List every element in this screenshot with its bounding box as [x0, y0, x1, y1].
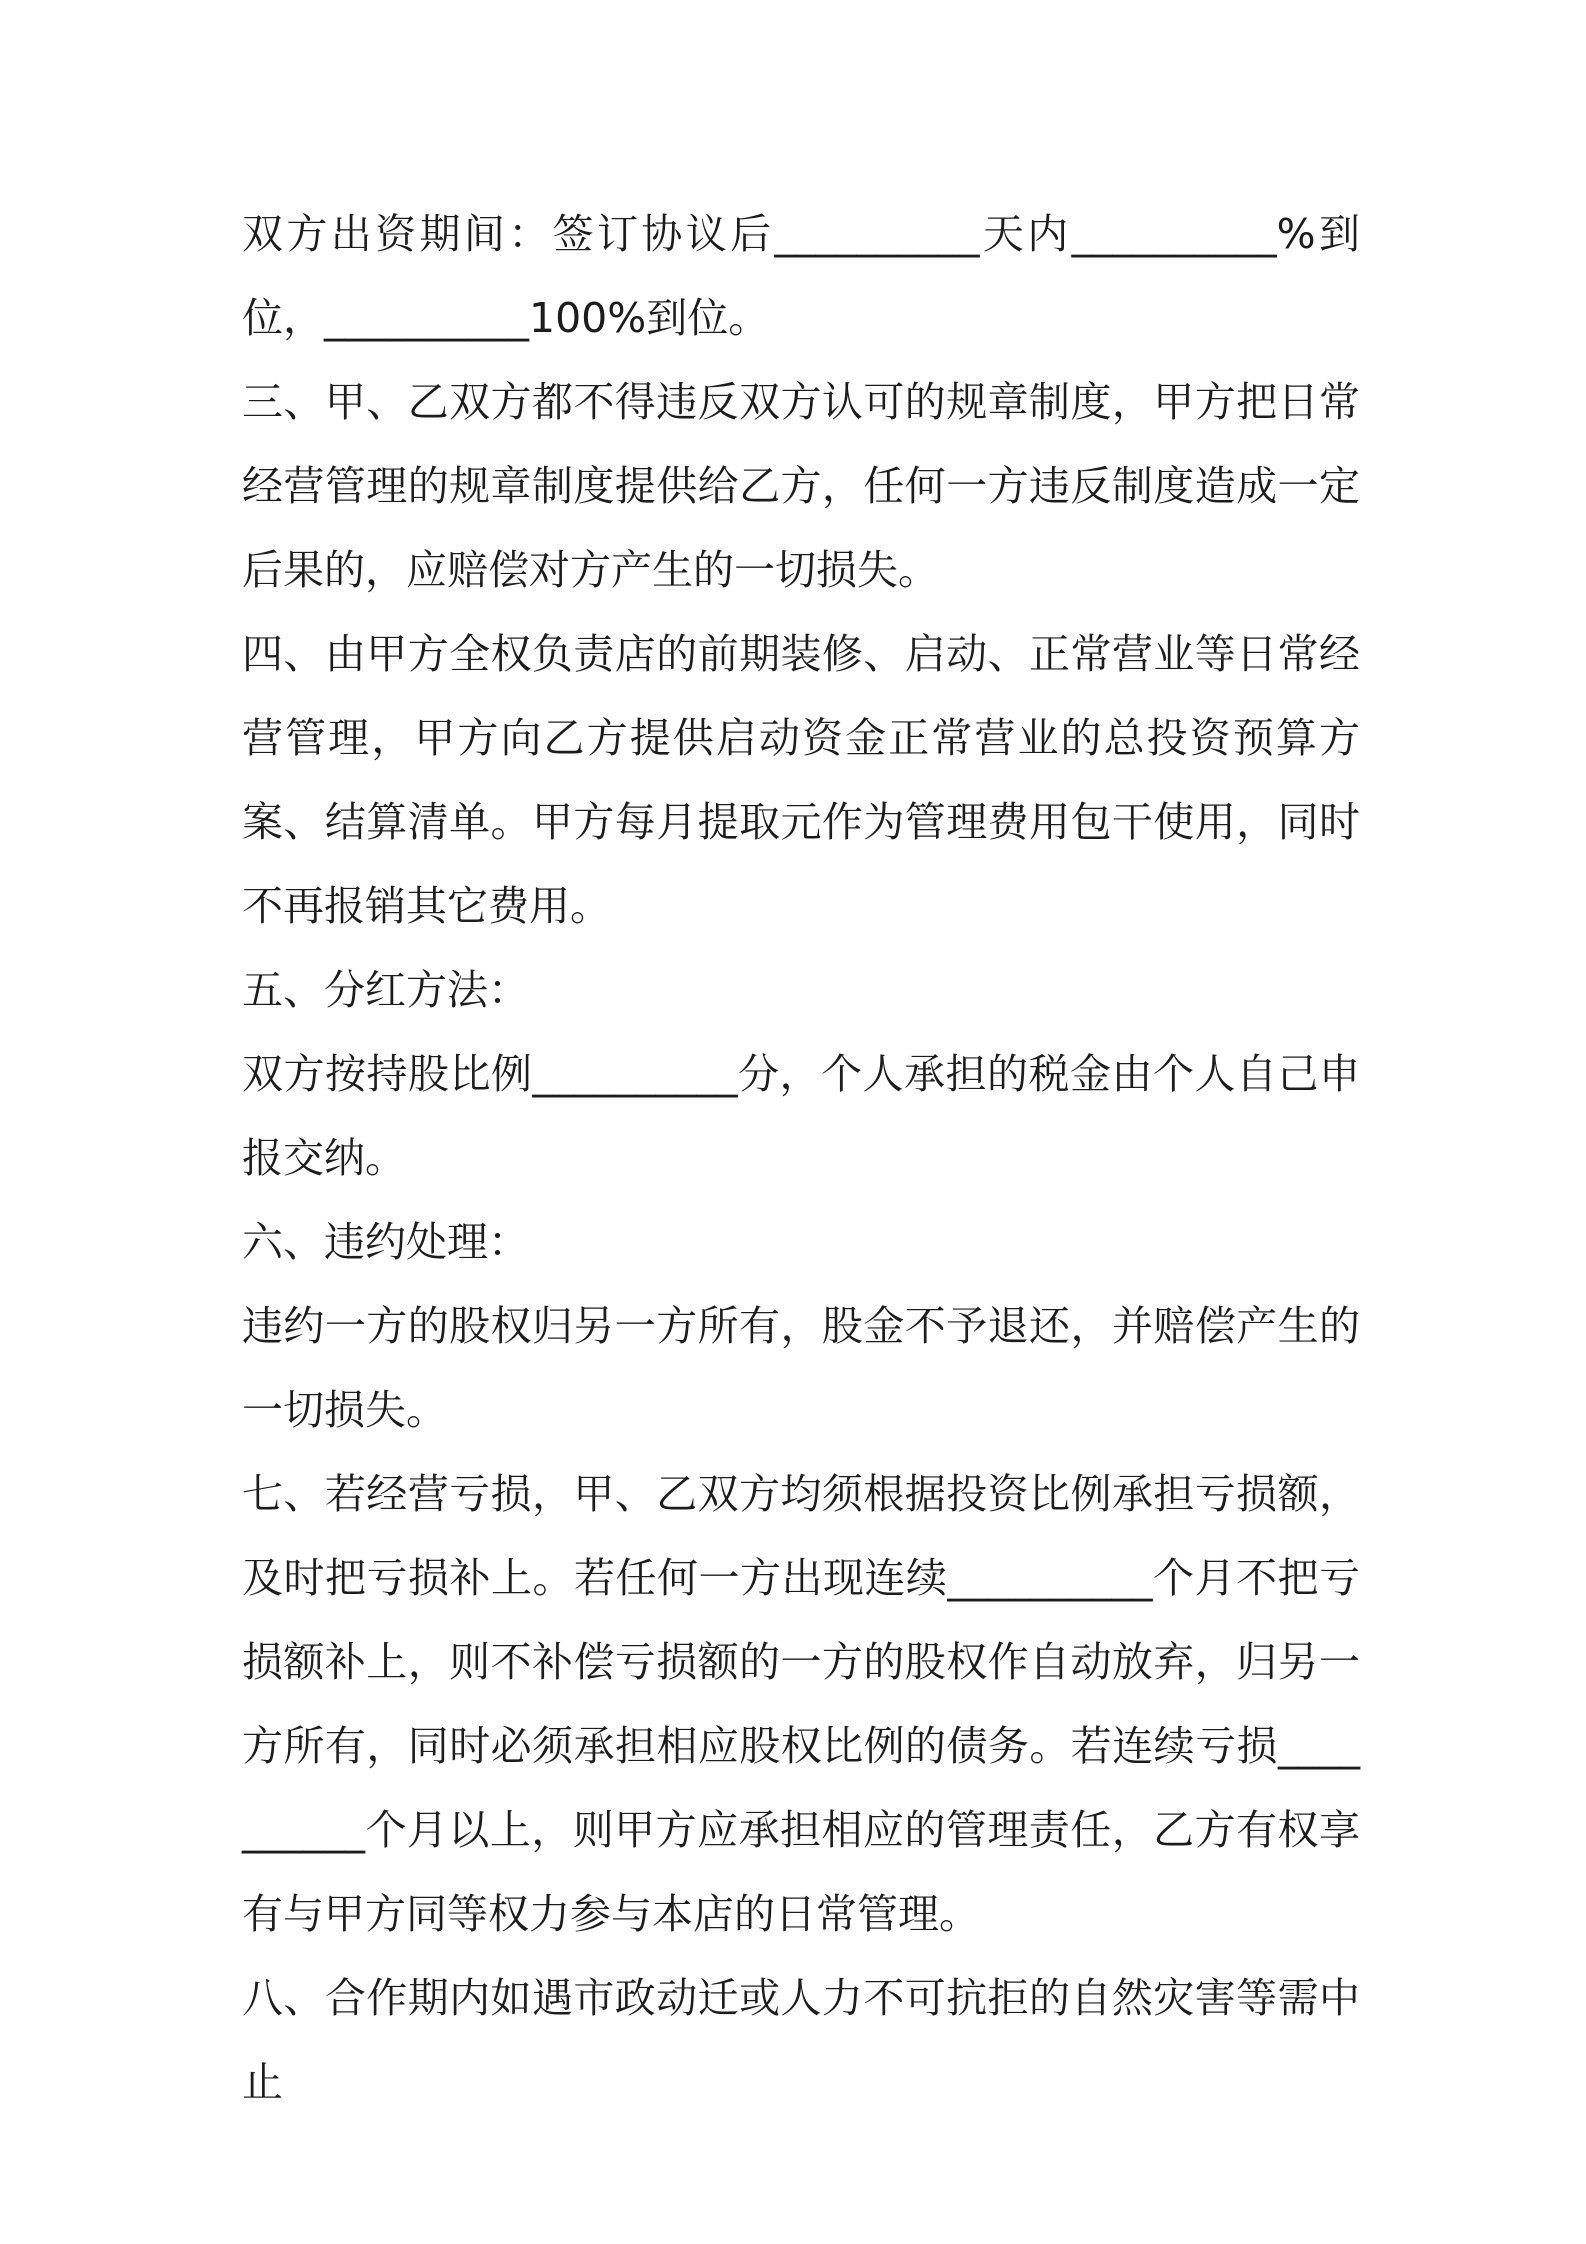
document-body — [242, 192, 1360, 2124]
paragraph-breach-handling: 违约一方的股权归另一方所有，股金不予退还，并赔偿产生的一切损失。 — [242, 1302, 1360, 1434]
paragraph-dividend-method: 双方按持股比例__________分，个人承担的税金由个人自己申报交纳。 — [242, 1050, 1360, 1182]
paragraph-clause-7: 七、若经营亏损，甲、乙双方均须根据投资比例承担亏损额，及时把亏损补上。若任何一方出现连续__________个月不把亏损额补上，则不补偿亏损额的一方的股权作自动放弃，归另一方所有，同时必须承担相应股权比例的债务。若连续亏损__________个月以上，则甲方应承担相应的管理责任，乙方有权享有与甲方同等权力参与本店的日常管理。 — [242, 1470, 1360, 1938]
heading-clause-5: 五、分红方法： — [242, 966, 529, 1014]
paragraph-clause-4: 四、由甲方全权负责店的前期装修、启动、正常营业等日常经营管理，甲方向乙方提供启动资金正常营业的总投资预算方案、结算清单。甲方每月提取元作为管理费用包干使用，同时不再报销其它费用。 — [242, 630, 1360, 930]
paragraph-clause-3: 三、甲、乙双方都不得违反双方认可的规章制度，甲方把日常经营管理的规章制度提供给乙方，任何一方违反制度造成一定后果的，应赔偿对方产生的一切损失。 — [242, 378, 1360, 594]
paragraph-clause-8: 八、合作期内如遇市政动迁或人力不可抗拒的自然灾害等需中止 — [242, 1974, 1360, 2106]
heading-clause-6: 六、违约处理： — [242, 1218, 529, 1266]
paragraph-funding-period: 双方出资期间：签订协议后__________天内__________%到位，__________100%到位。 — [242, 210, 1360, 342]
